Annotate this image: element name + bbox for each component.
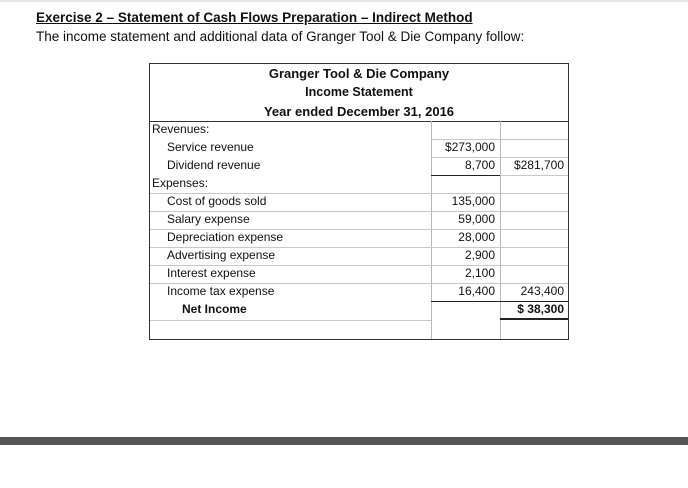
table-row — [150, 229, 568, 247]
exercise-title: Exercise 2 – Statement of Cash Flows Preparation – Indirect Method — [36, 10, 473, 25]
line-item-label: Income tax expense — [167, 284, 275, 298]
table-row — [150, 283, 568, 301]
line-item-label: Interest expense — [167, 266, 256, 280]
statement-period: Year ended December 31, 2016 — [263, 104, 455, 119]
line-item-amount: $273,000 — [444, 140, 495, 154]
table-row — [150, 193, 568, 211]
table-row — [150, 211, 568, 229]
expenses-header-row — [150, 175, 568, 193]
table-row — [150, 157, 568, 175]
line-item-label: Service revenue — [167, 140, 254, 154]
statement-name: Income Statement — [305, 85, 413, 99]
income-statement-table — [149, 63, 569, 340]
expenses-label: Expenses: — [152, 176, 209, 190]
revenues-header-row — [150, 121, 568, 139]
revenues-total: $281,700 — [513, 158, 564, 172]
line-item-amount: 2,900 — [464, 248, 495, 262]
line-item-amount: 28,000 — [458, 230, 495, 244]
line-item-amount: 8,700 — [464, 158, 495, 172]
line-item-label: Dividend revenue — [167, 158, 261, 172]
line-item-label: Salary expense — [167, 212, 250, 226]
line-item-amount: 2,100 — [464, 266, 495, 280]
bottom-divider-bar — [0, 437, 688, 445]
expenses-total: 243,400 — [520, 284, 564, 298]
line-item-label: Cost of goods sold — [167, 194, 267, 208]
net-income-row — [150, 301, 568, 319]
revenues-label: Revenues: — [152, 122, 210, 136]
net-income-label: Net Income — [182, 302, 247, 316]
line-item-label: Depreciation expense — [167, 230, 284, 244]
intro-text: The income statement and additional data of Granger Tool & Die Company follow: — [36, 29, 525, 44]
grid-line — [150, 320, 431, 321]
page-top-rule — [0, 0, 688, 2]
line-item-amount: 16,400 — [458, 284, 495, 298]
net-income-amount: $ 38,300 — [517, 302, 564, 316]
table-row — [150, 265, 568, 283]
line-item-label: Advertising expense — [167, 248, 276, 262]
line-item-amount: 135,000 — [451, 194, 495, 208]
table-row — [150, 139, 568, 157]
table-row — [150, 247, 568, 265]
company-name: Granger Tool & Die Company — [268, 66, 450, 81]
line-item-amount: 59,000 — [458, 212, 495, 226]
